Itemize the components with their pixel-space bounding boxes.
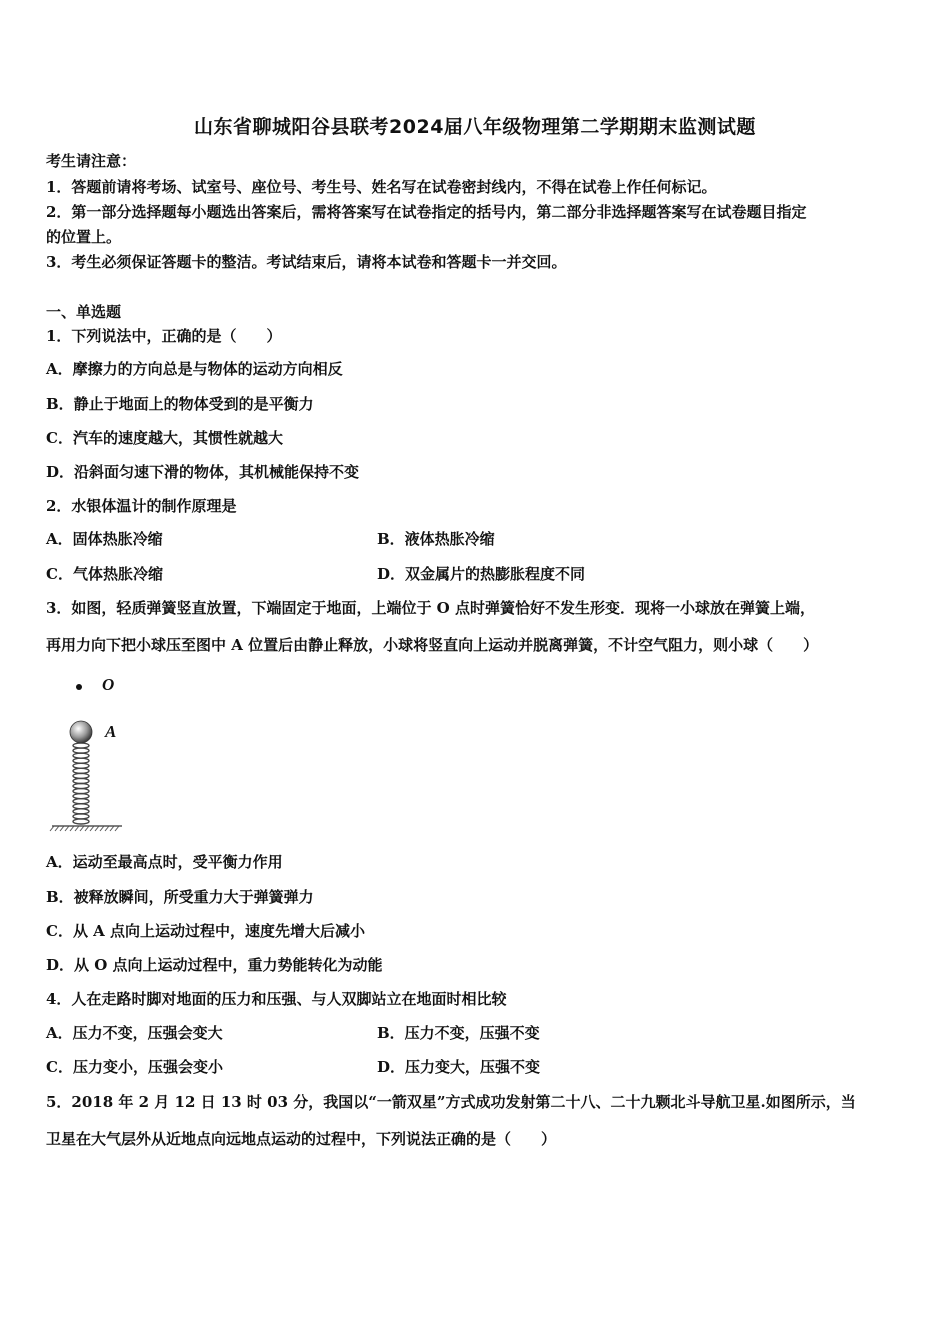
option-b: B．静止于地面上的物体受到的是平衡力 [46,395,314,413]
notice-item: 3．考生必须保证答题卡的整洁。考试结束后，请将本试卷和答题卡一并交回。 [46,253,567,271]
hatch-line [90,826,94,831]
spring-coil [73,748,89,753]
label-a: A [105,722,117,741]
option-a: A．固体热胀冷缩 [46,530,163,548]
section-heading: 一、单选题 [46,303,122,321]
hatch-line [60,826,64,831]
spring-coil [73,768,89,773]
option-d: D．压力变大，压强不变 [377,1058,541,1076]
spring-coil [73,758,89,763]
option-b: B．压力不变，压强不变 [377,1024,540,1042]
hatch-line [65,826,69,831]
hatch-line [85,826,89,831]
spring-icon [73,743,89,824]
hatch-line [75,826,79,831]
question-stem: 5．2018 年 2 月 12 日 13 时 03 分，我国以“一箭双星”方式成功发射第二十八、二十九颗北斗导航卫星.如图所示，当 [46,1093,856,1111]
spring-coil [73,743,89,748]
hatch-line [70,826,74,831]
notice-item: 2．第一部分选择题每小题选出答案后，需将答案写在试卷指定的括号内，第二部分非选择题答案写在试卷题目指定 [46,203,807,221]
notice-item: 的位置上。 [46,228,122,246]
spring-coil [73,789,89,794]
label-o: O [102,675,115,694]
notice-heading: 考生请注意： [46,152,137,170]
spring-coil [73,804,89,809]
option-d: D．双金属片的热膨胀程度不同 [377,565,586,583]
hatch-line [55,826,59,831]
hatch-line [115,826,119,831]
hatch-line [105,826,109,831]
point-o-dot [76,684,82,690]
question-stem: 2．水银体温计的制作原理是 [46,497,237,515]
hatch-line [110,826,114,831]
spring-coil [73,778,89,783]
question-stem-continued: 卫星在大气层外从近地点向远地点运动的过程中，下列说法正确的是（ ） [46,1130,557,1148]
option-c: C．汽车的速度越大，其惯性就越大 [46,429,283,447]
option-a: A．摩擦力的方向总是与物体的运动方向相反 [46,360,343,378]
page-title: 山东省聊城阳谷县联考2024届八年级物理第二学期期末监测试题 [194,116,756,138]
question-stem: 4．人在走路时脚对地面的压力和压强、与人双脚站立在地面时相比较 [46,990,507,1008]
option-d: D．沿斜面匀速下滑的物体，其机械能保持不变 [46,463,360,481]
spring-coil [73,763,89,768]
spring-coil [73,784,89,789]
option-b: B．液体热胀冷缩 [377,530,495,548]
option-c: C．气体热胀冷缩 [46,565,163,583]
option-a: A．运动至最高点时，受平衡力作用 [46,853,283,871]
hatch-line [50,826,54,831]
ball-icon [70,721,92,743]
spring-coil [73,814,89,819]
hatch-line [100,826,104,831]
question-stem: 3．如图，轻质弹簧竖直放置，下端固定于地面，上端位于 O 点时弹簧恰好不发生形变．现将一小球放在弹簧上端， [46,599,815,617]
question-stem: 1．下列说法中，正确的是（ ） [46,327,282,345]
hatch-line [95,826,99,831]
spring-coil [73,753,89,758]
notice-item: 1．答题前请将考场、试室号、座位号、考生号、姓名写在试卷密封线内，不得在试卷上作任何标记。 [46,178,717,196]
hatch-line [80,826,84,831]
spring-coil [73,819,89,824]
option-c: C．从 A 点向上运动过程中，速度先增大后减小 [46,922,366,940]
spring-ball-diagram [48,668,138,838]
spring-coil [73,773,89,778]
option-d: D．从 O 点向上运动过程中，重力势能转化为动能 [46,956,383,974]
question-stem-continued: 再用力向下把小球压至图中 A 位置后由静止释放，小球将竖直向上运动并脱离弹簧，不计空气阻力，则小球（ ） [46,636,819,654]
spring-coil [73,794,89,799]
option-a: A．压力不变，压强会变大 [46,1024,223,1042]
ground-hatch [50,826,119,831]
spring-coil [73,799,89,804]
option-c: C．压力变小，压强会变小 [46,1058,223,1076]
option-b: B．被释放瞬间，所受重力大于弹簧弹力 [46,888,314,906]
spring-coil [73,809,89,814]
